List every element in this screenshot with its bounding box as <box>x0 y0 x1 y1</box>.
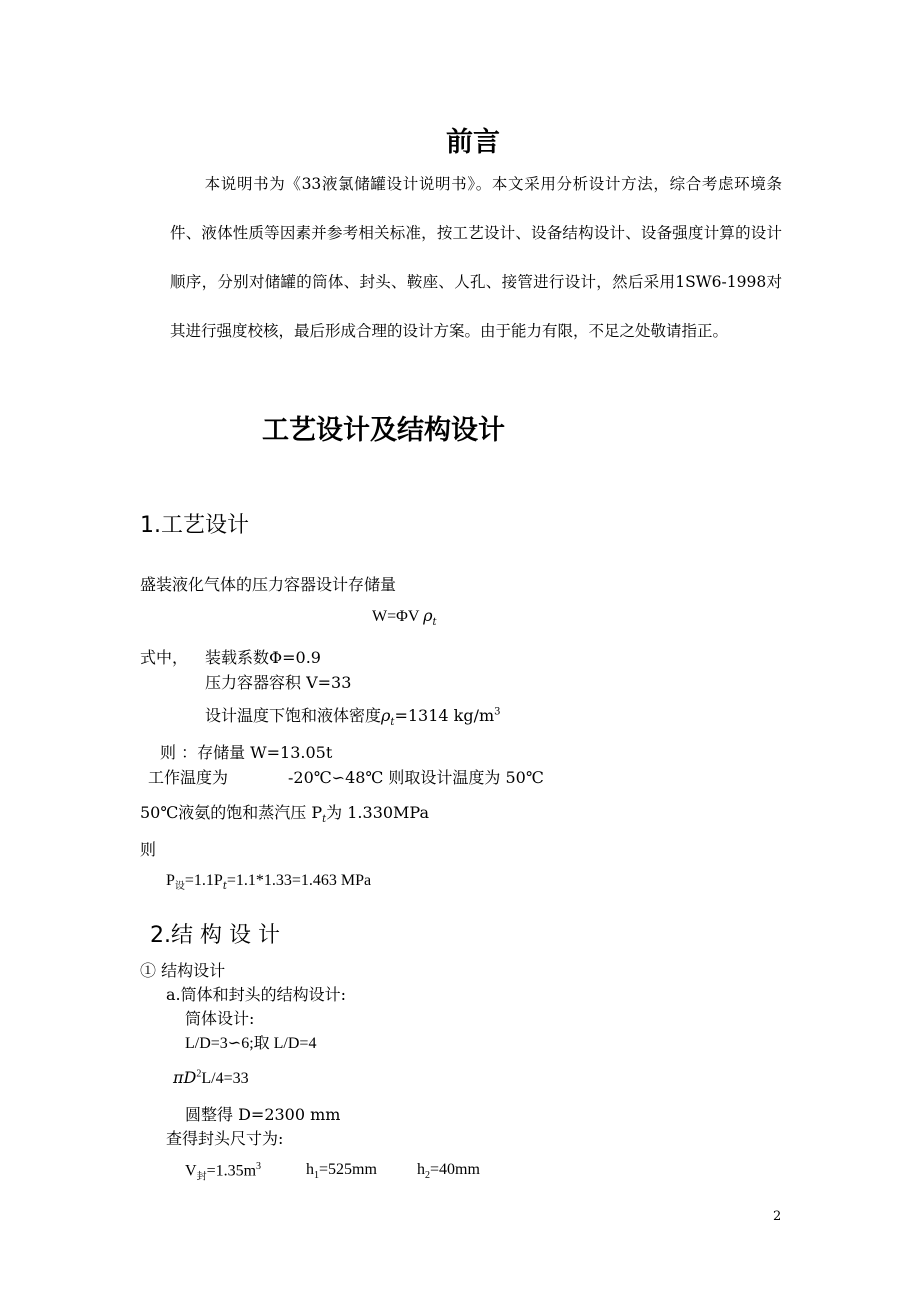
formula-w-prefix: W=ΦV <box>372 608 420 625</box>
vapor-prefix: 50℃液氨的饱和蒸汽压 P <box>140 803 323 822</box>
then-label: 则 <box>140 840 157 859</box>
preface-title: 前言 <box>446 127 500 158</box>
rho-symbol: ρ <box>423 606 433 625</box>
p-sub2: t <box>222 881 227 893</box>
v-value: =1.35m <box>206 1162 257 1180</box>
v-sub: 封 <box>196 1171 207 1183</box>
head-size: 查得封头尺寸为: <box>166 1129 284 1148</box>
phi-line: 装载系数Φ=0.9 <box>205 648 321 667</box>
density-rho-sub: t <box>390 717 395 729</box>
pi-formula <box>173 1068 249 1088</box>
shell-design: 筒体设计: <box>185 1009 255 1028</box>
density-sup: 3 <box>494 706 501 718</box>
vapor-suffix: 为 1.330MPa <box>326 803 430 822</box>
part1-heading: 1.工艺设计 <box>140 513 249 538</box>
pressure-formula <box>166 872 371 892</box>
temp-range: -20℃∽48℃ 则取设计温度为 50℃ <box>288 768 544 787</box>
density-prefix: 设计温度下饱和液体密度 <box>205 706 382 725</box>
preface-paragraph <box>170 160 782 356</box>
h2-value: =40mm <box>430 1161 480 1178</box>
vapor-sub: t <box>322 814 327 826</box>
item-structure: ① 结构设计 <box>140 961 226 980</box>
v-sup: 3 <box>256 1161 262 1172</box>
density-rho: ρ <box>381 706 391 725</box>
page-number: 2 <box>773 1209 782 1224</box>
p-prefix: P <box>166 872 175 889</box>
h1-prefix: h <box>306 1161 314 1178</box>
ld-line: L/D=3∽6;取 L/D=4 <box>185 1035 317 1052</box>
part1-intro: 盛装液化气体的压力容器设计存储量 <box>140 575 397 594</box>
part2-heading: 2.结 构 设 计 <box>150 923 280 948</box>
h2-prefix: h <box>417 1161 425 1178</box>
p-mid: =1.1P <box>184 872 223 889</box>
round-line: 圆整得 D=2300 mm <box>185 1105 341 1124</box>
volume-line: 压力容器容积 V=33 <box>205 673 352 692</box>
h1-value: =525mm <box>319 1161 377 1178</box>
pi-sup: 2 <box>196 1068 202 1080</box>
p-suffix: =1.1*1.33=1.463 MPa <box>226 872 372 889</box>
v-prefix: V <box>185 1162 197 1180</box>
p-sub: 设 <box>174 881 185 893</box>
density-line <box>205 703 501 728</box>
pi-rest: L/4=33 <box>201 1070 249 1087</box>
pi-d: πD <box>173 1068 197 1087</box>
vapor-line <box>140 800 429 825</box>
storage-line: 则 ：存储量 W=13.05t <box>160 743 333 762</box>
section-title: 工艺设计及结构设计 <box>262 415 505 446</box>
v-formula <box>185 1161 261 1183</box>
h2-formula <box>417 1161 480 1181</box>
item-a: a.筒体和封头的结构设计: <box>166 985 347 1004</box>
preface-paragraph-text: 本说明书为《33液氯储罐设计说明书》。本文采用分析设计方法，综合考虑环境条件、液体性质等因素并参考相关标准，按工艺设计、设备结构设计、设备强度计算的设计顺序，分别对储罐的筒体、封头、鞍座、人孔、接管进行设计，然后采用1SW6-1998对其进行强度校核，最后形成合理的设计方案。由于能力有限，不足之处敬请指正。 <box>170 175 782 340</box>
where-label: 式中， <box>140 648 189 667</box>
density-value: =1314 kg/m <box>394 706 495 725</box>
formula-w <box>372 606 437 628</box>
temp-label: 工作温度为 <box>148 768 229 787</box>
h1-sub: 1 <box>314 1170 319 1182</box>
h2-sub: 2 <box>425 1170 430 1182</box>
h1-formula <box>306 1161 377 1181</box>
rho-subscript: t <box>432 617 437 629</box>
